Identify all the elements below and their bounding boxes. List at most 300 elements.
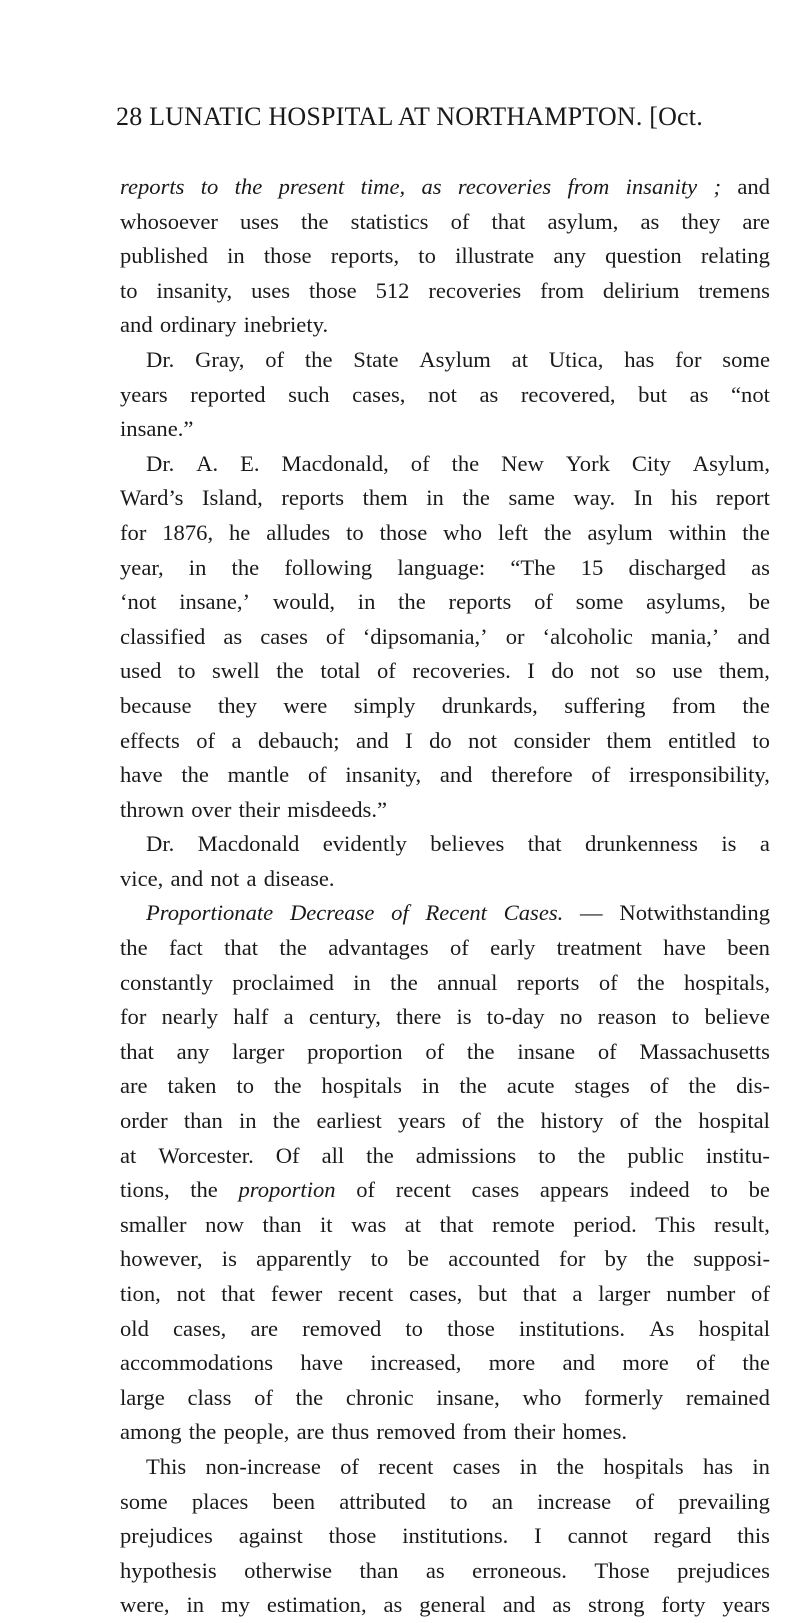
word: been [272, 1488, 316, 1514]
word: the [742, 519, 770, 545]
word: to [200, 174, 219, 199]
word: Dr. [146, 346, 175, 372]
word: hospitals [603, 1453, 684, 1479]
word: insanity, [156, 277, 233, 303]
word: to [752, 727, 770, 753]
word: hospital [698, 1108, 770, 1134]
word: of [356, 1177, 376, 1203]
word: is [221, 1246, 237, 1272]
word: than [262, 1211, 302, 1237]
word: at [404, 1211, 422, 1237]
word: language: [397, 554, 486, 580]
word: ‘not [120, 589, 157, 615]
word: to [710, 1177, 728, 1203]
word: have [300, 1350, 344, 1376]
word: proportion [307, 1038, 403, 1064]
word: apparently [256, 1246, 352, 1272]
word: cases, [173, 1315, 227, 1341]
text-line [120, 1381, 770, 1416]
word: increase [537, 1488, 612, 1514]
word: are [250, 1315, 279, 1341]
word: of [449, 935, 469, 961]
word: disease. [263, 865, 335, 891]
word: be [748, 589, 770, 615]
word: order [120, 1108, 168, 1134]
word: recovered, [520, 381, 616, 407]
word: those [263, 243, 312, 269]
word: as [421, 174, 442, 199]
word: delirium [602, 277, 680, 303]
word: and [356, 727, 389, 753]
word: more [488, 1350, 536, 1376]
word: or [505, 623, 525, 649]
text-line [120, 516, 770, 551]
text-line [120, 1035, 770, 1070]
word: be [748, 1177, 770, 1203]
word: as [552, 1592, 572, 1618]
body-text [120, 170, 770, 1623]
text-line [120, 1208, 770, 1243]
word: as [479, 381, 499, 407]
text-line [120, 274, 770, 309]
word: result, [714, 1211, 770, 1237]
word: used [120, 658, 162, 684]
word: taken [167, 1073, 217, 1099]
word: appears [539, 1177, 609, 1203]
word: them, [719, 658, 770, 684]
text-line [120, 1519, 770, 1554]
word: of [265, 346, 285, 372]
word: the [496, 1108, 525, 1134]
text-line [120, 758, 770, 793]
word: Massachusetts [639, 1038, 770, 1064]
word: it [319, 1211, 333, 1237]
word: believe [704, 1004, 770, 1030]
word: the [273, 1073, 302, 1099]
word: proclaimed [232, 969, 334, 995]
word: asylums, [646, 589, 726, 615]
text-line [120, 343, 770, 378]
word: in [353, 969, 371, 995]
word: statistics [350, 208, 429, 234]
word: of [635, 1488, 655, 1514]
word: are [296, 1419, 325, 1445]
word: of [534, 589, 553, 615]
word: but [478, 1281, 507, 1306]
word: the [190, 1177, 218, 1203]
word: tion, [120, 1281, 161, 1306]
word: as [689, 381, 709, 407]
word: the [295, 1384, 324, 1410]
word: This [146, 1453, 187, 1479]
word: of [325, 623, 345, 649]
word: their [513, 1419, 556, 1445]
word: “not [731, 381, 770, 407]
word: alludes [266, 519, 331, 545]
text-line [120, 1104, 770, 1139]
word: an [491, 1488, 514, 1514]
word: same [508, 485, 555, 511]
word: cases, [352, 381, 406, 407]
word: removed [302, 1315, 382, 1341]
word: mantle [227, 762, 290, 788]
word: York [565, 450, 610, 476]
word: stages [574, 1073, 630, 1099]
word: now [205, 1211, 244, 1237]
word: of [450, 208, 470, 234]
word: uses [251, 277, 291, 303]
word: and [737, 623, 770, 649]
text-line [120, 827, 770, 862]
word: not [428, 381, 457, 407]
word: I [534, 1523, 542, 1549]
text-line [120, 1346, 770, 1381]
word: century, [308, 1004, 381, 1030]
word: therefore [491, 762, 573, 788]
word: has [624, 346, 655, 372]
word: that [522, 1281, 557, 1306]
word: of [649, 1073, 669, 1099]
word: ordinary [159, 312, 237, 338]
word: to [449, 1488, 468, 1514]
text-line [120, 1277, 770, 1312]
word: my [221, 1592, 250, 1618]
word: from [671, 692, 716, 718]
word: the [462, 485, 490, 511]
word: accounted [448, 1246, 540, 1272]
word: — [580, 900, 603, 926]
word: to [346, 519, 364, 545]
word: old [120, 1315, 149, 1341]
word: as [751, 554, 770, 580]
word: strong [588, 1592, 645, 1618]
word: State [353, 346, 399, 372]
word: in [188, 554, 207, 580]
word: for [120, 1004, 147, 1030]
word: of [598, 969, 618, 995]
text-line [120, 793, 770, 828]
word: advantages [328, 935, 429, 961]
word: from [462, 1419, 507, 1445]
word: early [490, 935, 536, 961]
word: recoveries [428, 277, 522, 303]
text-line [120, 1139, 770, 1174]
word: reports, [330, 243, 400, 269]
word: Dr. [146, 831, 175, 857]
word: by [604, 1246, 628, 1272]
text-line [120, 1588, 770, 1623]
text-line [120, 966, 770, 1001]
word: to [120, 277, 138, 303]
word: in [426, 485, 444, 511]
text-line [120, 1554, 770, 1589]
word: constantly [120, 969, 213, 995]
word: that [527, 831, 562, 857]
word: the [637, 969, 665, 995]
word: drunkenness [585, 831, 698, 857]
word: to [418, 243, 436, 269]
word: indeed [629, 1177, 690, 1203]
word: them [606, 727, 652, 753]
word: is [456, 1004, 472, 1030]
word: and [120, 312, 153, 338]
word: illustrate [455, 243, 535, 269]
word: half [233, 1004, 269, 1030]
word: any [176, 1038, 210, 1064]
word: discharged [628, 554, 726, 580]
word: more [622, 1350, 669, 1376]
word: As [649, 1315, 675, 1341]
word: the [272, 1108, 301, 1134]
word: a [759, 831, 770, 857]
word: cases [452, 1453, 501, 1479]
text-line [120, 862, 770, 897]
word: admissions [415, 1142, 517, 1168]
text-line [120, 585, 770, 620]
word: their [238, 796, 281, 822]
word: were, [120, 1592, 170, 1618]
word: hospitals [321, 1073, 402, 1099]
word: period. [573, 1211, 637, 1237]
word: of [340, 1453, 359, 1479]
word: formerly [584, 1384, 664, 1410]
word: has [702, 1453, 734, 1479]
word: left [497, 519, 529, 545]
word: the [543, 519, 572, 545]
word: those [379, 519, 428, 545]
word: general [419, 1592, 486, 1618]
word: to [370, 1246, 389, 1272]
word: years [722, 1592, 770, 1618]
word: City [631, 450, 671, 476]
word: report [715, 485, 770, 511]
word: he [228, 519, 251, 545]
word: swell [212, 658, 260, 684]
word: the [390, 969, 418, 995]
word: and [737, 174, 770, 199]
word: that [491, 208, 526, 234]
word: such [288, 381, 330, 407]
word: to [538, 1142, 556, 1168]
word: recent [338, 1281, 394, 1306]
word: drunkards, [441, 692, 538, 718]
word: his [671, 485, 698, 511]
word: Cases. [503, 900, 564, 926]
word: the [742, 692, 770, 718]
word: remained [685, 1384, 770, 1410]
word: the [234, 174, 263, 199]
word: the [276, 658, 304, 684]
word: question [605, 243, 682, 269]
word: 512 [375, 277, 410, 303]
word: have [120, 762, 163, 788]
word: cases [471, 1177, 520, 1203]
word: erroneous. [472, 1557, 567, 1583]
word: the [300, 208, 329, 234]
word: inebriety. [243, 312, 329, 338]
text-line [120, 1173, 770, 1208]
word: reason [597, 1004, 657, 1030]
word: who [522, 1384, 562, 1410]
word: asylum [587, 519, 653, 545]
word: those [447, 1315, 495, 1341]
word: otherwise [244, 1557, 332, 1583]
word: for [120, 519, 147, 545]
word: institu- [705, 1142, 770, 1168]
text-line [120, 1312, 770, 1347]
text-line [120, 1242, 770, 1277]
word: the [188, 1419, 217, 1445]
word: suffering [564, 692, 646, 718]
word: tremens [698, 277, 770, 303]
word: of [307, 762, 327, 788]
word: misdeeds.” [287, 796, 387, 822]
word: for [559, 1246, 586, 1272]
word: prevailing [678, 1488, 770, 1514]
word: them [362, 485, 408, 511]
word: reports [120, 174, 185, 199]
word: Ward’s [120, 485, 184, 511]
word: of [196, 727, 216, 753]
word: of [410, 450, 430, 476]
word: the [366, 1142, 394, 1168]
word: Macdonald [197, 831, 300, 857]
word: reported [190, 381, 266, 407]
word: recoveries [457, 174, 552, 199]
word: there [396, 1004, 442, 1030]
word: prejudices [120, 1523, 213, 1549]
word: Asylum, [692, 450, 770, 476]
word: within [668, 519, 727, 545]
word: to [236, 1073, 255, 1099]
word: recent [378, 1453, 434, 1479]
word: and [170, 865, 204, 891]
word: larger [232, 1038, 285, 1064]
word: who [443, 519, 483, 545]
word: annual [437, 969, 498, 995]
word: whosoever [120, 208, 218, 234]
word: because [120, 692, 192, 718]
word: entitled [668, 727, 736, 753]
text-line [120, 931, 770, 966]
word: and [439, 762, 473, 788]
word: a [231, 727, 242, 753]
word: of [391, 900, 409, 926]
word: a [246, 865, 257, 891]
word: not [176, 1281, 206, 1306]
text-line [120, 1415, 770, 1450]
word: This [655, 1211, 696, 1237]
word: of [376, 658, 396, 684]
word: earliest [316, 1108, 382, 1134]
word: insane, [436, 1384, 500, 1410]
word: fewer [270, 1281, 323, 1306]
word: as [425, 1557, 445, 1583]
word: the [181, 762, 209, 788]
word: of [425, 1038, 445, 1064]
word: to [405, 1315, 423, 1341]
word: New [501, 450, 544, 476]
word: I [405, 727, 413, 753]
word: Asylum [419, 346, 491, 372]
word: institutions. [402, 1523, 509, 1549]
word: classified [120, 623, 206, 649]
word: as [383, 1592, 403, 1618]
word: the [459, 1073, 487, 1099]
word: use [672, 658, 703, 684]
word: total [320, 658, 361, 684]
word: cannot [567, 1523, 628, 1549]
word: cases [260, 623, 308, 649]
word: however, [120, 1246, 203, 1272]
word: they [681, 208, 721, 234]
text-line [120, 689, 770, 724]
word: been [727, 935, 770, 961]
word: and [562, 1350, 596, 1376]
word: time, [360, 174, 406, 199]
word: of [461, 1108, 481, 1134]
word: believes [430, 831, 505, 857]
word: Island, [201, 485, 263, 511]
word: do [551, 658, 574, 684]
word: supposi- [693, 1246, 770, 1272]
word: the [279, 935, 307, 961]
text-line [120, 1000, 770, 1035]
word: in [238, 1108, 257, 1134]
word: at [120, 1142, 137, 1168]
word: the [120, 935, 148, 961]
word: Proportionate [146, 900, 274, 926]
word: are [742, 208, 770, 234]
word: than [183, 1108, 223, 1134]
word: so [635, 658, 656, 684]
word: have [663, 935, 706, 961]
word: acute [506, 1073, 555, 1099]
word: do [429, 727, 452, 753]
word: as [640, 208, 660, 234]
word: those [308, 277, 357, 303]
word: than [359, 1557, 399, 1583]
word: In [633, 485, 653, 511]
word: asylum, [547, 208, 619, 234]
word: were [283, 692, 328, 718]
word: prejudices [677, 1557, 770, 1583]
word: in [421, 1073, 440, 1099]
word: any [553, 243, 586, 269]
word: of [597, 1038, 617, 1064]
word: 15 [580, 554, 604, 580]
word: Decrease [289, 900, 375, 926]
word: of [751, 1281, 770, 1306]
text-line [120, 481, 770, 516]
word: be [407, 1246, 429, 1272]
text-line [120, 654, 770, 689]
word: uses [239, 208, 279, 234]
word: insanity [625, 174, 698, 199]
word: to [177, 658, 196, 684]
word: a [283, 1004, 294, 1030]
word: dis- [736, 1073, 770, 1099]
word: fact [168, 935, 203, 961]
word: chronic [345, 1384, 414, 1410]
word: vice, [120, 865, 164, 891]
word: at [511, 346, 528, 372]
word: smaller [120, 1211, 187, 1237]
word: of [619, 1108, 639, 1134]
word: not [590, 658, 620, 684]
word: of [591, 762, 611, 788]
word: evidently [322, 831, 407, 857]
